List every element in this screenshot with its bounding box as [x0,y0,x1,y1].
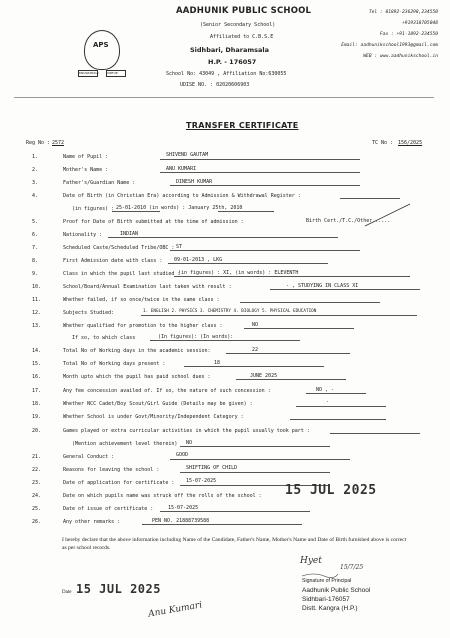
field-value: 09-01-2013 , LKG [174,257,223,263]
field-label: School/Board/Annual Examination last taken with result : [63,284,232,290]
field-number: 13. [32,323,42,329]
udise-number: UDISE NO. : 02020606903 [180,82,250,88]
field-underline [240,302,380,303]
field-underline [108,237,338,238]
field-underline [142,524,302,525]
field-label: Whether NCC Cadet/Boy Scout/Girl Guide (Details may be given) : [63,401,253,407]
email: Email: aadhunikschool1993@gmail.com [341,43,438,48]
date-label: Date [62,590,72,595]
field-value: INDIAN [120,231,139,237]
field-number: 7. [32,245,39,251]
field-value: NO [252,322,259,328]
tc-no-label: TC No : [372,140,394,146]
field-number: 10. [32,284,42,290]
field-label: Any fee concession availed of. If so, the nature of such concession : [63,388,271,394]
field-value: ST [176,244,183,250]
mobile: +919318705048 [402,21,438,26]
field-value: 15-07-2025 [168,505,199,511]
field-label: Any other remarks : [63,519,121,525]
logo-ribbon-right [106,70,126,77]
field-number: 17. [32,388,42,394]
field-label: If so, to which class [72,335,136,341]
field-number: 1. [32,154,39,160]
field-value: PEN NO. 21888739588 [152,518,210,524]
certificate-title: TRANSFER CERTIFICATE [186,121,299,130]
school-location: Sidhbari, Dharamsala [190,46,270,54]
struck-off-date-stamp: 15 JUL 2025 [285,483,377,498]
field-label: First Admission date with class : [63,258,163,264]
field-underline [290,419,386,420]
field-value: 25-01-2010 (in words) : January 25th, 2010 [116,205,243,211]
fax: Fax : +91-1892-234550 [379,32,438,37]
field-number: 14. [32,348,42,354]
field-label: (in figures) : [72,206,115,212]
field-underline [340,198,400,199]
field-underline [170,250,360,251]
field-number: 15. [32,361,42,367]
field-label: Nationality : [63,232,103,238]
field-number: 9. [32,271,39,277]
field-number: 5. [32,219,39,225]
field-value: (In figures): (In words): [158,334,234,340]
field-label: Proof for Date of Birth submitted at the time of admission : [63,219,244,225]
website: WEB : www.aadhunikschool.in [363,54,438,59]
strike-mark [360,200,420,230]
field-label: Date of issue of certificate : [63,506,154,512]
field-label: (Mention achievement level therein) [72,441,178,447]
field-label: Whether failed, if so once/twice in the same class : [63,297,220,303]
tc-no-value: 156/2025 [398,140,423,146]
field-underline [174,276,410,277]
signatory-title: Signature of Principal [302,578,352,584]
field-underline [170,459,350,460]
field-underline [244,328,354,329]
issue-date-stamp: 15 JUL 2025 [76,582,161,596]
field-value: ANU KUMARI [166,166,197,172]
field-label: Total No of Working days in the academic session: [63,348,211,354]
field-label: Date of application for certificate : [63,480,175,486]
field-number: 23. [32,480,42,486]
school-affiliation: Affiliated to C.B.S.E [210,34,274,40]
field-label: General Conduct : [63,454,115,460]
field-label: Scheduled Caste/Scheduled Tribe/OBC : [63,245,175,251]
field-label: Whether School is under Govt/Minority/Independent Category : [63,414,244,420]
field-value: 1. ENGLISH 2. PHYSICS 3. CHEMISTRY 4. BIOLOGY 5. PHYSICAL EDUCATION [143,309,317,314]
school-number: School No: 43049 , Affiliation No:630055 [166,71,287,77]
field-underline [112,211,160,212]
school-pin: H.P. - 176057 [208,58,257,66]
field-label: Total No of Working days present : [63,361,166,367]
field-underline [226,353,350,354]
signature-line [300,570,340,580]
field-label: Date of Birth (in Christian Era) according to Admission & Withdrawal Register : [63,193,301,199]
field-value: NO [186,440,193,446]
logo-ribbon-left [78,70,98,77]
field-underline [270,289,420,290]
field-value: JUNE 2025 [250,373,278,379]
field-underline [160,172,360,173]
field-number: 12. [32,310,42,316]
field-label: Name of Pupil : [63,154,109,160]
field-number: 11. [32,297,42,303]
logo-text: APS [93,41,109,49]
field-number: 25. [32,506,42,512]
field-value: 22 [252,347,259,353]
field-number: 16. [32,374,42,380]
field-value: (in figures) : XI, (in words) : ELEVENTH [178,270,299,276]
field-number: 20. [32,428,42,434]
field-underline [218,211,274,212]
field-number: 21. [32,454,42,460]
field-value: 15-07-2025 [186,478,217,484]
principal-initials: Hyet [300,556,322,566]
field-number: 6. [32,232,39,238]
field-number: 2. [32,167,39,173]
field-value: GOOD [176,452,189,458]
signatory-school: Aadhunik Public School [302,587,371,594]
field-label: Month upto which the pupil has paid school dues : [63,374,211,380]
field-number: 19. [32,414,42,420]
field-number: 26. [32,519,42,525]
field-number: 4. [32,193,39,199]
field-value: 18 [214,360,221,366]
field-value: - , STUDYING IN CLASS XI [286,283,359,289]
field-underline [168,263,328,264]
field-value: NO , - [316,387,335,393]
telephone: Tel : 01892-236298,234550 [368,10,438,15]
signatory-place: Sidhbari-176057 [302,596,350,603]
school-name: AADHUNIK PUBLIC SCHOOL [176,6,312,16]
field-label: Games played or extra curricular activities in which the pupil usually took part : [63,428,310,434]
logo-ribbon-right-text: VIRTUE [107,71,118,75]
header-divider [14,97,434,98]
field-number: 8. [32,258,39,264]
field-underline [306,393,366,394]
school-logo [84,30,120,70]
field-underline [150,340,300,341]
reg-no-value: 2572 [52,140,65,146]
field-number: 3. [32,180,39,186]
field-value: SHIVEND GAUTAM [166,152,209,158]
field-number: 24. [32,493,42,499]
parent-signature: Anu Kumari [147,600,203,620]
field-underline [236,379,346,380]
field-value: Birth Cert./T.C./Other...... [306,218,391,224]
field-underline [160,511,310,512]
field-underline [170,185,360,186]
field-label: Subjects Studied: [63,310,115,316]
signatory-district: Distt. Kangra (H.P.) [302,605,358,612]
field-value: - [326,399,330,405]
field-label: Whether qualified for promotion to the higher class : [63,323,223,329]
field-underline [330,433,420,434]
reg-no-label: Reg No : [26,140,51,146]
field-number: 22. [32,467,42,473]
field-underline [141,315,417,316]
field-label: Mother's Name : [63,167,109,173]
field-value: SHIFTING OF CHILD [186,465,238,471]
field-number: 18. [32,401,42,407]
declaration-text: I hereby declare that the above information including Name of the Candidate, Father's Name, Mother's Name and Date of Birth furnished above is correct as per school records. [62,537,407,551]
field-label: Reasons for leaving the school : [63,467,160,473]
signature-date: 15/7/25 [340,564,364,571]
school-subtitle: (Senior Secondary School) [200,22,276,28]
field-underline [180,472,330,473]
field-value: DINESH KUMAR [176,179,213,185]
field-underline [160,159,360,160]
field-underline [180,446,330,447]
logo-ribbon-left-text: KNOWLEDGE [79,71,99,75]
field-label: Father's/Guardian Name : [63,180,136,186]
field-label: Class in which the pupil last studied : [63,271,181,277]
field-underline [296,406,386,407]
field-underline [184,366,324,367]
field-label: Date on which pupils name was struck off the rolls of the school : [63,493,262,499]
